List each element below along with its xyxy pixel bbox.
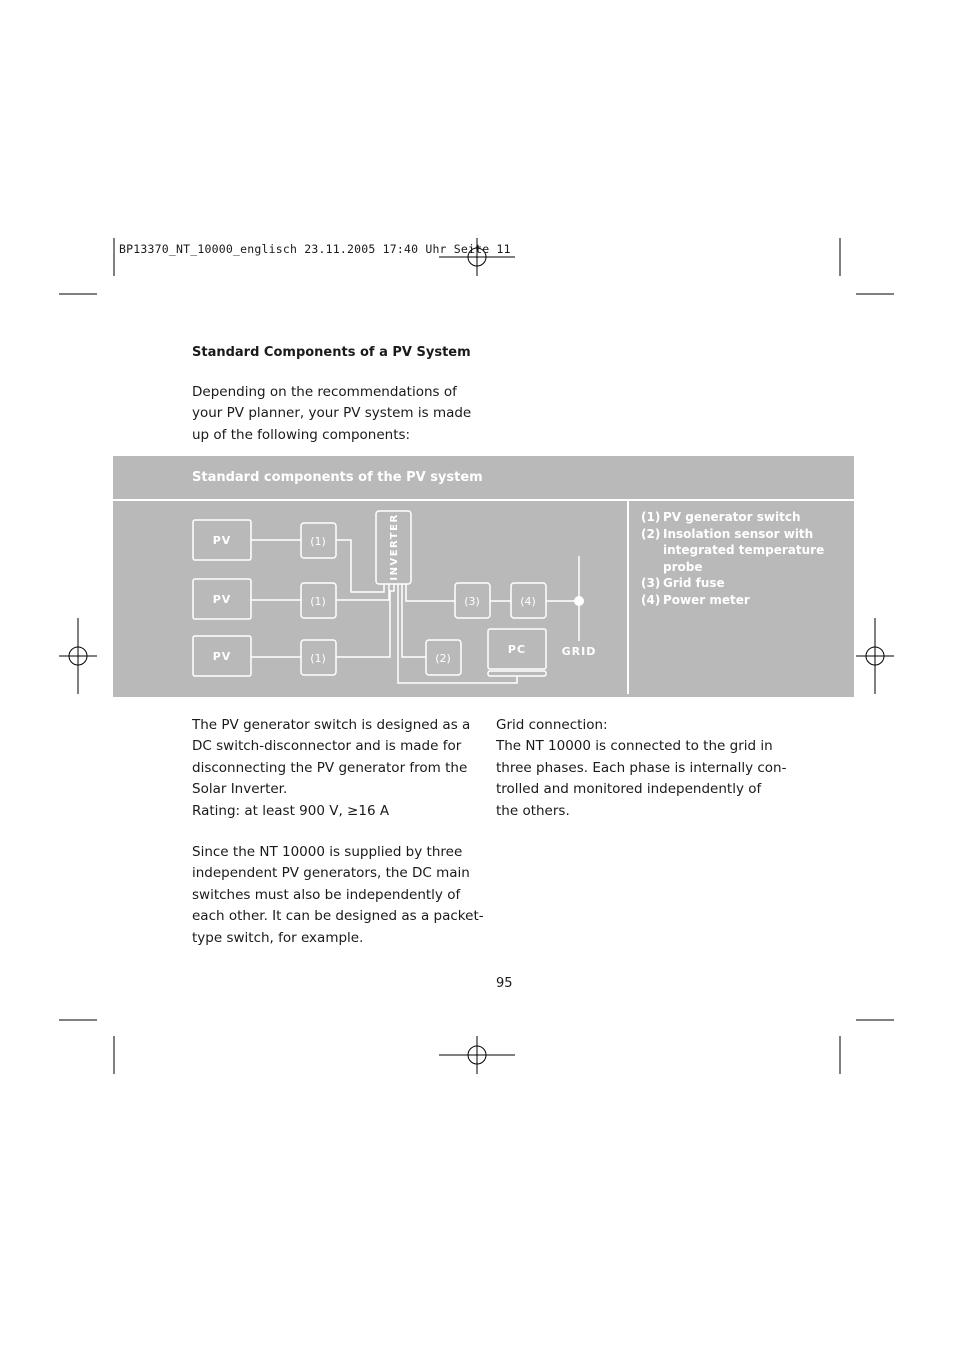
pv-label: PV xyxy=(212,650,232,663)
text-line: Since the NT 10000 is supplied by three xyxy=(192,844,463,860)
fuse-label: (3) xyxy=(464,595,480,608)
figure-legend xyxy=(641,509,824,608)
legend-item: probe xyxy=(663,559,703,574)
pv-system-figure xyxy=(113,456,854,697)
grid-label: GRID xyxy=(561,645,597,658)
text-line: three phases. Each phase is internally con- xyxy=(496,759,787,776)
text-line: The NT 10000 is connected to the grid in xyxy=(496,738,773,755)
text-line: Rating: at least 900 V, ≥16 A xyxy=(192,802,390,819)
figure-title: Standard components of the PV system xyxy=(192,470,483,485)
text-line: the others. xyxy=(496,802,570,819)
grid-node xyxy=(574,596,584,606)
switch-label: (1) xyxy=(310,652,326,665)
text-line: DC switch-disconnector and is made for xyxy=(192,738,462,755)
page-number: 95 xyxy=(496,976,513,991)
intro-paragraph xyxy=(192,382,471,446)
legend-item: (3) Grid fuse xyxy=(641,576,725,590)
text-line: The PV generator switch is designed as a xyxy=(192,717,471,733)
legend-item: (2) Insolation sensor with xyxy=(641,526,814,541)
intro-line: your PV planner, your PV system is made xyxy=(192,405,472,422)
grid-connection-paragraph xyxy=(496,715,786,822)
meter-label: (4) xyxy=(520,595,536,608)
legend-item: (1) PV generator switch xyxy=(641,510,801,524)
pc-keyboard xyxy=(488,671,546,676)
sensor-label: (2) xyxy=(435,652,451,665)
text-line: disconnecting the PV generator from the xyxy=(192,759,468,776)
text-line: each other. It can be designed as a packet- xyxy=(192,908,484,925)
section-heading: Standard Components of a PV System xyxy=(192,345,471,360)
text-line: independent PV generators, the DC main xyxy=(192,865,470,882)
print-slug: BP13370_NT_10000_englisch 23.11.2005 17:40 Uhr Seite 11 xyxy=(119,242,511,256)
text-line: trolled and monitored independently of xyxy=(496,781,762,798)
pv-label: PV xyxy=(212,534,232,547)
text-line: switches must also be independently of xyxy=(192,886,461,903)
switch-paragraph xyxy=(192,715,470,822)
switch-label: (1) xyxy=(310,595,326,608)
text-line: Solar Inverter. xyxy=(192,781,288,798)
pc-label: PC xyxy=(507,643,527,656)
switch-label: (1) xyxy=(310,535,326,548)
pv-label: PV xyxy=(212,593,232,606)
inverter-label: INVERTER xyxy=(389,513,400,581)
legend-item: integrated temperature xyxy=(663,543,825,557)
intro-line: up of the following components: xyxy=(192,426,411,443)
intro-line: Depending on the recommendations of xyxy=(192,384,457,400)
text-line: Grid connection: xyxy=(496,717,608,733)
independence-paragraph xyxy=(192,842,484,949)
text-line: type switch, for example. xyxy=(192,929,364,946)
legend-item: (4) Power meter xyxy=(641,592,750,607)
